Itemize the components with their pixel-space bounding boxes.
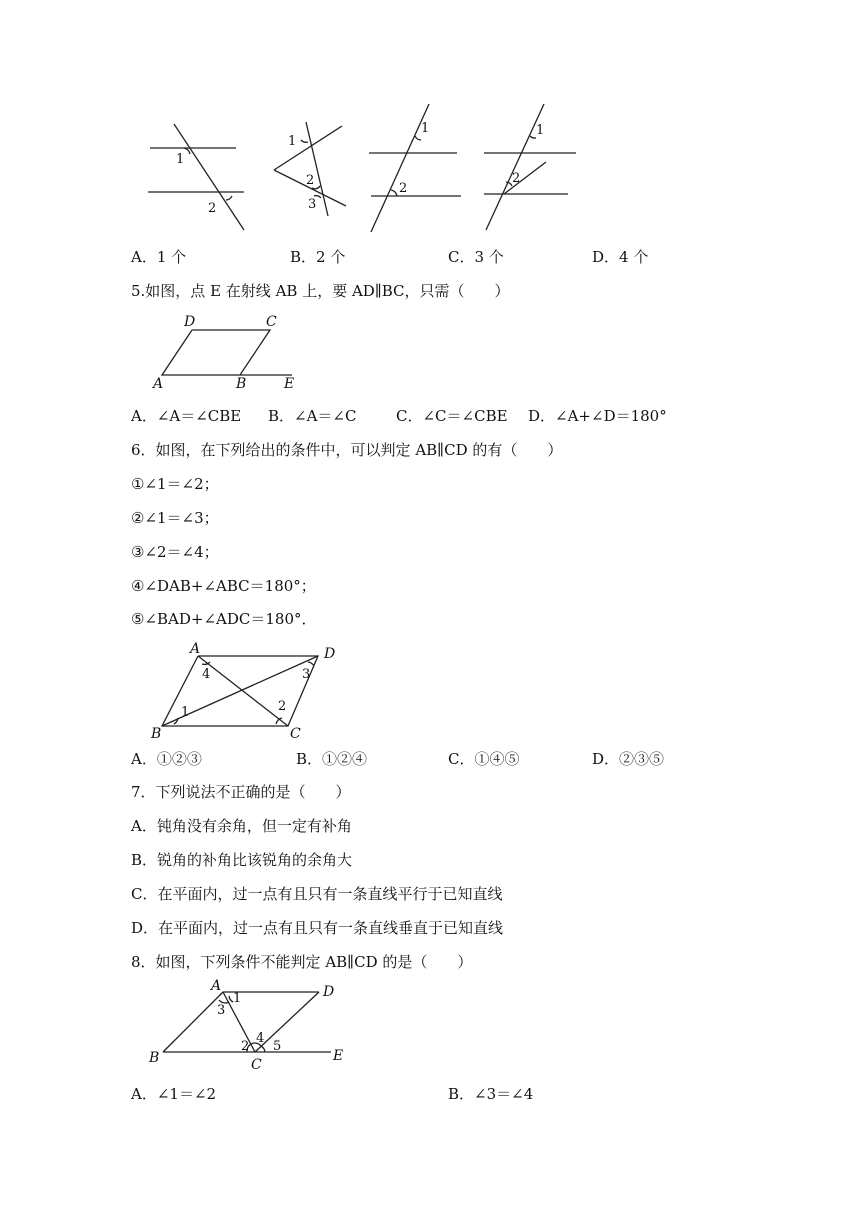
q6-condition-4: ④∠DAB+∠ABC＝180°； (131, 577, 316, 595)
q4-option-b: B．2 个 (290, 248, 346, 266)
q7-option-a: A．钝角没有余角，但一定有补角 (131, 817, 352, 835)
q6-condition-1: ①∠1＝∠2； (131, 475, 219, 493)
q8-option-a: A．∠1＝∠2 (131, 1085, 217, 1103)
q6-label-4: 4 (202, 667, 211, 682)
q6-label-b: B (151, 726, 162, 742)
q8-label-2: 2 (241, 1039, 250, 1054)
q4-fig1-label-2: 2 (208, 201, 217, 216)
q5-stem: 5.如图，点 E 在射线 AB 上，要 AD∥BC，只需（ ） (131, 282, 510, 300)
q6-label-2: 2 (278, 699, 287, 714)
q5-option-c: C．∠C＝∠CBE (396, 407, 508, 425)
q4-option-d: D．4 个 (592, 248, 649, 266)
q5-label-b: B (236, 376, 247, 392)
q4-figure-4 (480, 100, 580, 235)
q7-option-b: B．锐角的补角比该锐角的余角大 (131, 851, 353, 869)
q6-label-3: 3 (302, 667, 311, 682)
q6-label-a: A (190, 641, 201, 657)
q5-label-c: C (266, 314, 277, 330)
q7-option-c: C．在平面内，过一点有且只有一条直线平行于已知直线 (131, 885, 503, 903)
q5-option-d: D．∠A+∠D＝180° (528, 407, 667, 425)
q5-figure (150, 312, 310, 392)
q6-figure (148, 640, 348, 740)
q5-option-b: B．∠A＝∠C (268, 407, 357, 425)
q6-option-b: B．①②④ (296, 750, 368, 768)
q4-figure-3 (365, 100, 465, 235)
q6-option-c: C．①④⑤ (448, 750, 520, 768)
q5-label-e: E (284, 376, 295, 392)
q4-fig3-label-1: 1 (421, 121, 430, 136)
q4-fig2-label-1: 1 (288, 134, 297, 149)
q6-label-d: D (324, 646, 336, 662)
q6-stem: 6．如图，在下列给出的条件中，可以判定 AB∥CD 的有（ ） (131, 441, 563, 459)
q4-fig1-label-1: 1 (176, 152, 185, 167)
q4-figure-2 (268, 120, 358, 220)
q4-fig4-label-2: 2 (512, 171, 521, 186)
q6-option-d: D．②③⑤ (592, 750, 665, 768)
q8-label-4: 4 (256, 1031, 265, 1046)
q7-stem: 7．下列说法不正确的是（ ） (131, 783, 351, 801)
q6-label-1: 1 (181, 705, 190, 720)
q4-figure-1 (140, 120, 250, 235)
q8-label-b: B (149, 1050, 160, 1066)
q6-option-a: A．①②③ (131, 750, 202, 768)
q4-option-c: C．3 个 (448, 248, 504, 266)
q4-fig4-label-1: 1 (536, 123, 545, 138)
q4-fig2-label-3: 3 (308, 197, 317, 212)
q4-fig2-label-2: 2 (306, 173, 315, 188)
q6-label-c: C (290, 726, 301, 742)
q5-option-a: A．∠A＝∠CBE (131, 407, 242, 425)
q8-label-3: 3 (217, 1003, 226, 1018)
q8-label-1: 1 (233, 991, 242, 1006)
q8-label-e: E (333, 1048, 344, 1064)
q8-option-b: B．∠3＝∠4 (448, 1085, 534, 1103)
q6-condition-5: ⑤∠BAD+∠ADC＝180°． (131, 610, 317, 628)
q8-figure (145, 978, 355, 1074)
q8-label-a: A (211, 978, 222, 994)
q8-label-d: D (323, 984, 335, 1000)
q4-option-a: A．1 个 (131, 248, 187, 266)
q4-fig3-label-2: 2 (399, 181, 408, 196)
q8-stem: 8．如图，下列条件不能判定 AB∥CD 的是（ ） (131, 953, 473, 971)
q5-label-a: A (153, 376, 164, 392)
q7-option-d: D．在平面内，过一点有且只有一条直线垂直于已知直线 (131, 919, 504, 937)
q6-condition-2: ②∠1＝∠3； (131, 509, 219, 527)
q6-condition-3: ③∠2＝∠4； (131, 543, 219, 561)
q5-label-d: D (184, 314, 196, 330)
q8-label-c: C (251, 1057, 262, 1073)
q8-label-5: 5 (273, 1039, 282, 1054)
